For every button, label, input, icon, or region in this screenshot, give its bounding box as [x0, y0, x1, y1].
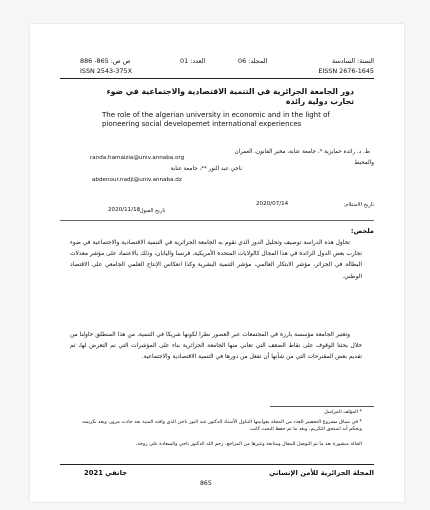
header-issn: ISSN 2543-375X: [80, 67, 132, 75]
abstract-paragraph-1: تحاول هذه الدراسة توصيف وتحليل الدور الذي تقوم به الجامعة الجزائرية في التنمية الاقتصادية والاجتماعية في ضوء تجارب بعض الدول الرائدة في هذا المجال كالولايات المتحدة الأمريكية، فرنسا واليابان، وذلك بالاعتماد على مؤشر معدلات البطالة في الجزائر، مؤشر الابتكار العالمي، مؤشر التنمية البشرية وكذا انعكاس الإنتاج العلمي الجامعي على الاقتصاد الوطني.: [69, 240, 362, 280]
abstract-paragraph-2: وتعتبر الجامعة مؤسسة بارزة في المجتمعات عبر العصور نظرا لكونها شريكا في التنمية، من هذا المنطلق حاولنا من خلال بحثنا الوقوف على نقاط الضعف التي تعاني منها الجامعة الجزائرية بناء على المؤشرات التي تم التعرض لها، ثم تقديم بعض المقترحات التي من شأنها أن تفعل من دورها في التنمية الاقتصادية والاجتماعية.: [70, 332, 362, 361]
header-issue: العدد: 01: [180, 57, 206, 65]
accepted-date: 2020/11/18: [108, 207, 141, 213]
header-pages: ص ص: 865- 886: [80, 57, 131, 65]
author2-name: ناجي عبد النور **، جامعة عنابة: [170, 166, 242, 172]
footer-date: جانفي 2021: [84, 469, 128, 477]
footer-divider: [60, 464, 374, 465]
header-year: السنة: السادسة: [332, 57, 374, 65]
title-english: The role of the algerian university in economic and in the light of pioneering social developemet international experiences: [102, 111, 330, 128]
accepted-label: تاريخ القبول:: [138, 208, 166, 214]
header-divider: [60, 78, 374, 79]
title-arabic: دور الجامعة الجزائرية في التنمية الاقتصادية والاجتماعية في ضوء تجارب دولية رائدة: [106, 87, 354, 106]
author1-email: randa.hamaizia@univ.annaba.org: [90, 155, 185, 161]
footnote-corresponding: * المؤلف المراسل: [324, 409, 362, 415]
header-volume: المجلد: 06: [238, 57, 268, 65]
dates-divider: [60, 220, 374, 221]
footnote-divider: [270, 406, 374, 407]
footnote-note-1: * في سياق مشروع التحضير للعدد من المجلة بقوانينها التناول الأستاذ الدكتور عبد النور ناجي الذي وافته المنية بعد حادث مرور، وبعد تكريمه، وبحكم أنه استحق التكريم، وبعد ما تم حفظ البحث كانت: [81, 419, 362, 433]
header-eissn: EISSN 2676-1645: [318, 67, 374, 75]
journal-page: [30, 24, 404, 502]
received-label: تاريخ الاستلام:: [343, 202, 374, 208]
abstract-heading: ملخص:: [350, 227, 374, 235]
received-date: 2020/07/14: [256, 201, 289, 207]
author1-extra: والمحيط: [354, 160, 374, 166]
footer-journal: المجلة الجزائرية للأمن الإنساني: [268, 469, 374, 477]
author1-name: ط. د. رائدة حمايزية *، جامعة عنابة، مخبر القانون، العمران: [234, 149, 370, 155]
page-number: 865: [200, 480, 212, 487]
footnote-note-2: الحالة منشورة بعد ما تم التوصل للمقال ومتابعة وغيرها من المراجع، رحم الله الدكتور ناجي والسعادة على روحه.: [135, 441, 362, 447]
author2-email: abdenour.nadji@univ.annaba.dz: [92, 177, 182, 183]
